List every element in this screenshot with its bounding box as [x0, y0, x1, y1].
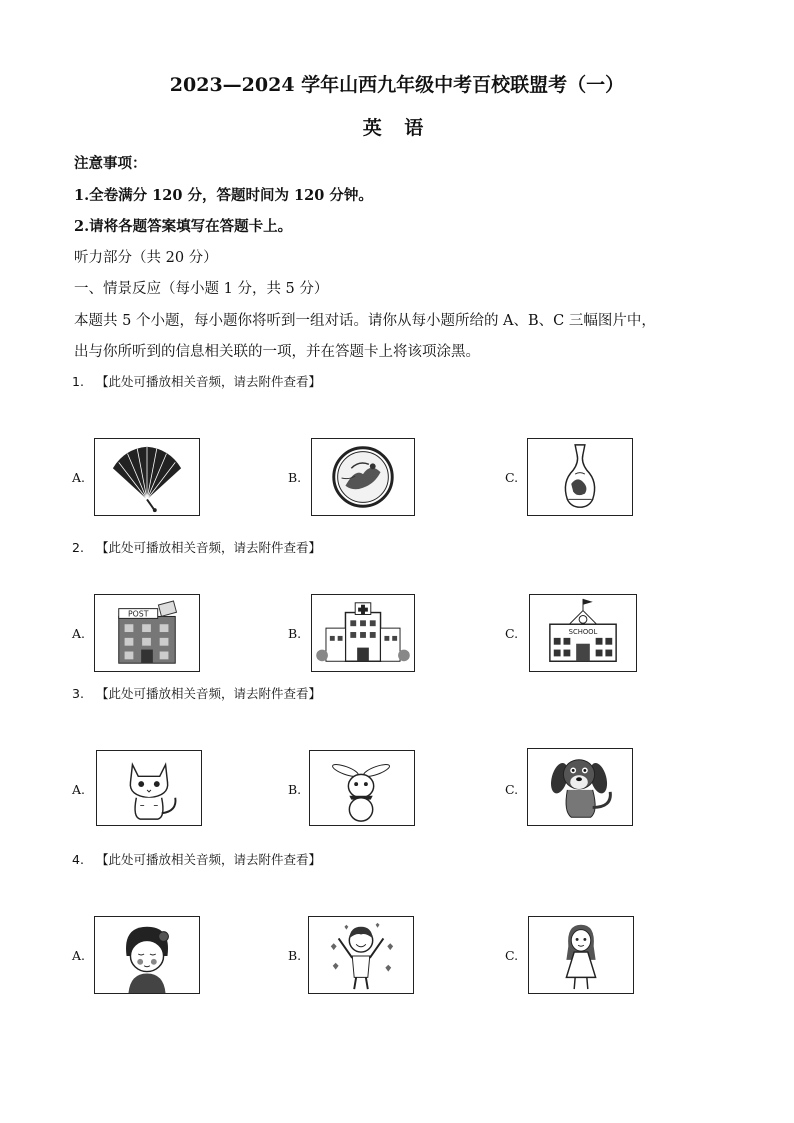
- audio-prompt[interactable]: 【此处可播放相关音频，请去附件查看】: [96, 852, 322, 867]
- option-letter: A.: [72, 626, 86, 641]
- question-number: 1.: [72, 374, 84, 389]
- option-letter: B.: [288, 626, 302, 641]
- cheering-boy-icon: [309, 917, 413, 993]
- note-item-2: 2.请将各题答案填写在答题卡上。: [74, 218, 293, 235]
- option-letter: A.: [72, 948, 86, 963]
- audio-prompt[interactable]: 【此处可播放相关音频，请去附件查看】: [96, 374, 322, 389]
- post-office-icon: [95, 595, 199, 671]
- option-letter: A.: [72, 782, 86, 797]
- folding-fan-icon: [95, 439, 199, 515]
- question-number: 4.: [72, 852, 84, 867]
- girl-in-dress-icon: [529, 917, 633, 993]
- question-3-label: [72, 684, 321, 702]
- option-a-picture[interactable]: [94, 916, 200, 994]
- question-number: 3.: [72, 686, 84, 701]
- notes-heading: 注意事项：: [74, 155, 147, 172]
- school-sign-text: SCHOOL: [568, 627, 598, 636]
- option-c-picture[interactable]: [527, 748, 633, 826]
- option-letter: A.: [72, 470, 86, 485]
- option-a-picture[interactable]: [96, 750, 202, 826]
- instruction-line-2: 出与你所听到的信息相关联的一项，并在答题卡上将该项涂黑。: [74, 344, 480, 360]
- part1-title: 一、情景反应（每小题 1 分，共 5 分）: [74, 281, 329, 297]
- question-4-label: [72, 850, 321, 868]
- rabbit-icon: [310, 751, 414, 825]
- question-1-label: [72, 372, 321, 390]
- dog-icon: [528, 749, 632, 825]
- shy-girl-icon: [95, 917, 199, 993]
- option-letter: C.: [505, 948, 519, 963]
- note-item-1: 1.全卷满分 120 分，答题时间为 120 分钟。: [74, 187, 373, 204]
- audio-prompt[interactable]: 【此处可播放相关音频，请去附件查看】: [96, 686, 322, 701]
- option-b-picture[interactable]: [311, 438, 415, 516]
- option-letter: B.: [288, 782, 302, 797]
- option-a-picture[interactable]: [94, 594, 200, 672]
- option-letter: C.: [505, 470, 519, 485]
- question-2-label: [72, 538, 321, 556]
- option-c-picture[interactable]: [527, 438, 633, 516]
- option-letter: B.: [288, 470, 302, 485]
- subject-title: 英 语: [362, 117, 432, 139]
- option-c-picture[interactable]: [528, 916, 634, 994]
- school-icon: [530, 595, 636, 671]
- porcelain-vase-icon: [528, 439, 632, 515]
- option-c-picture[interactable]: [529, 594, 637, 672]
- listening-heading: 听力部分（共 20 分）: [74, 250, 218, 266]
- option-b-picture[interactable]: [309, 750, 415, 826]
- option-b-picture[interactable]: [308, 916, 414, 994]
- exam-title: 2023—2024 学年山西九年级中考百校联盟考（一）: [169, 74, 625, 96]
- audio-prompt[interactable]: 【此处可播放相关音频，请去附件查看】: [96, 540, 322, 555]
- cat-icon: [97, 751, 201, 825]
- hospital-icon: [312, 595, 414, 671]
- instruction-line-1: 本题共 5 个小题，每小题你将听到一组对话。请你从每小题所给的 A、B、C 三幅图片中，: [74, 313, 656, 329]
- option-letter: C.: [505, 626, 519, 641]
- option-letter: C.: [505, 782, 519, 797]
- option-letter: B.: [288, 948, 302, 963]
- option-b-picture[interactable]: [311, 594, 415, 672]
- option-a-picture[interactable]: [94, 438, 200, 516]
- question-number: 2.: [72, 540, 84, 555]
- round-embroidery-icon: [312, 439, 414, 515]
- post-sign-text: POST: [127, 609, 149, 619]
